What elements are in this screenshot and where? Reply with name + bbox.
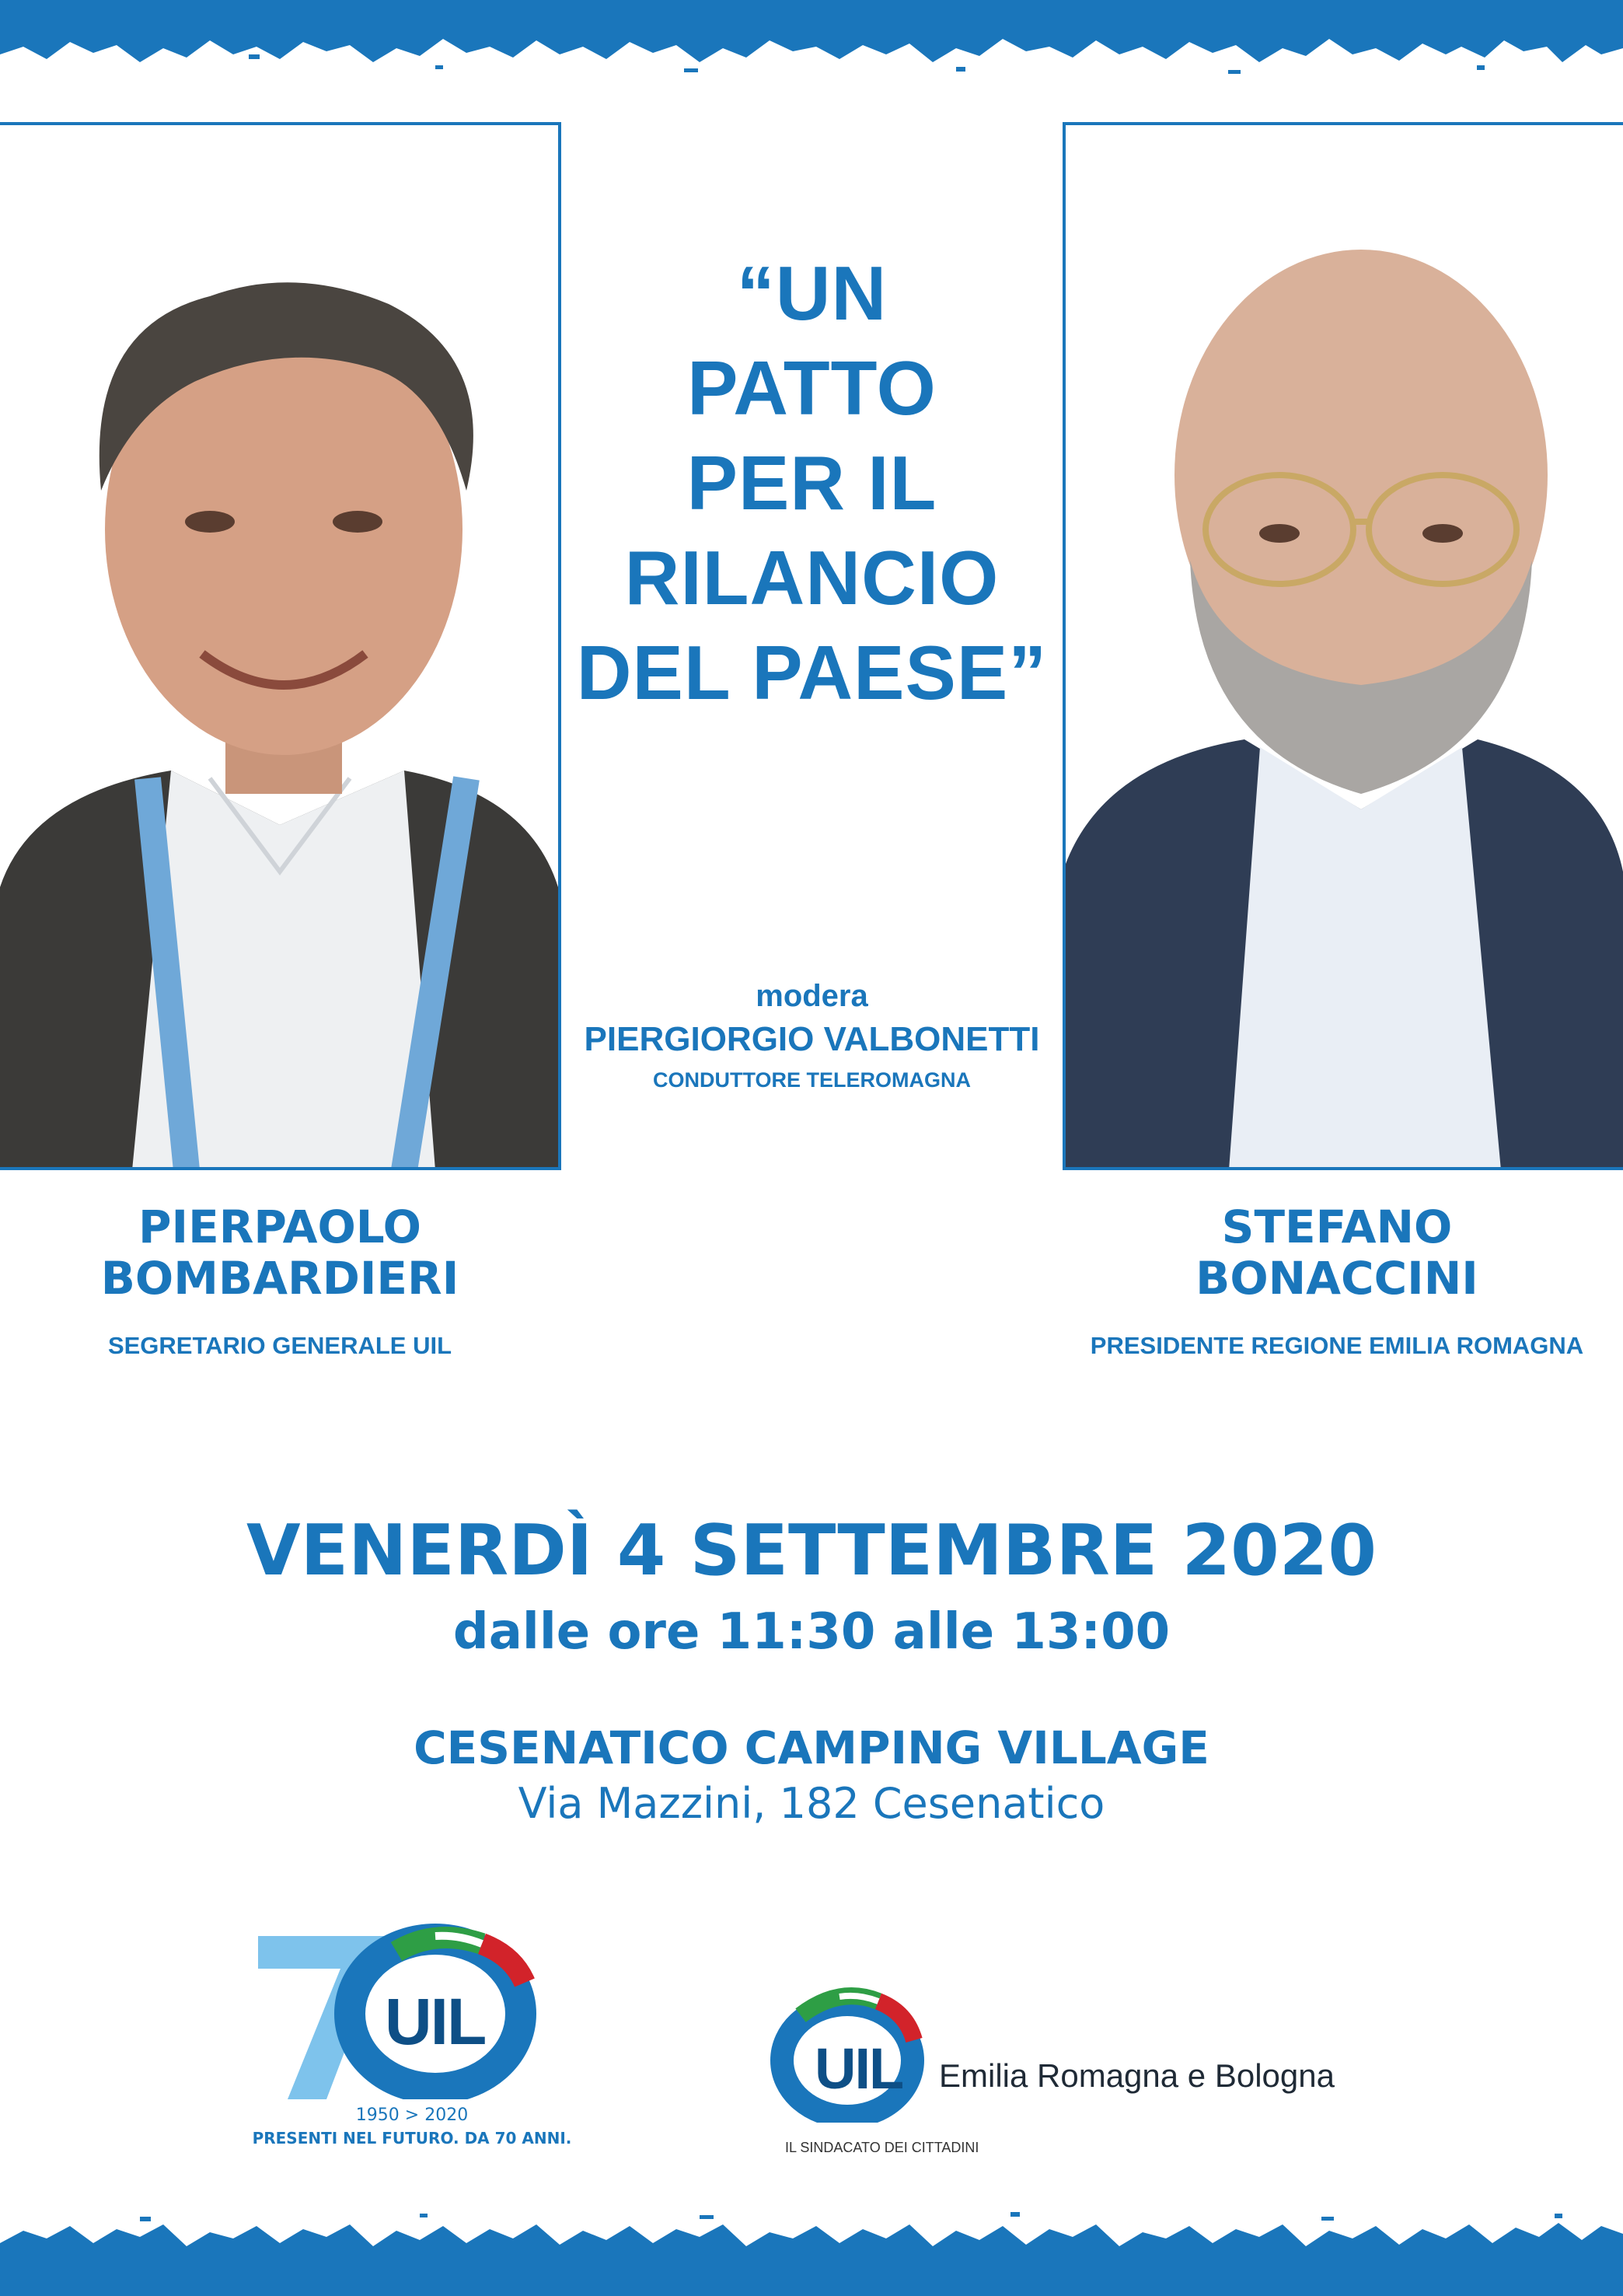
bearded-man-portrait-icon — [1066, 125, 1623, 1170]
event-address: Via Mazzini, 182 Cesenatico — [518, 1779, 1105, 1828]
uil-regional-tagline: IL SINDACATO DEI CITTADINI — [785, 2140, 979, 2155]
title-line-2: PATTO — [687, 345, 937, 431]
moderator-block — [561, 976, 1063, 1097]
title-line-1: “UN — [736, 250, 888, 336]
event-title — [561, 246, 1063, 720]
event-date: VENERDÌ 4 SETTEMBRE 2020 — [246, 1510, 1377, 1592]
man-portrait-icon — [0, 125, 558, 1170]
moderator-label: modera — [756, 979, 868, 1013]
title-line-4: RILANCIO — [624, 535, 1000, 620]
moderator-role: CONDUTTORE TELEROMAGNA — [653, 1068, 971, 1092]
speaker-1-last-name: BOMBARDIERI — [100, 1252, 459, 1305]
speaker-2-caption — [1073, 1201, 1601, 1360]
uil-70-slogan: PRESENTI NEL FUTURO. DA 70 ANNI. — [252, 2129, 572, 2147]
uil-70-years: 1950 > 2020 — [355, 2106, 469, 2125]
event-time: dalle ore 11:30 alle 13:00 — [452, 1603, 1171, 1661]
title-line-3: PER IL — [686, 440, 937, 526]
speaker-2-first-name: STEFANO — [1221, 1200, 1453, 1253]
event-venue: CESENATICO CAMPING VILLAGE — [414, 1721, 1209, 1774]
moderator-name: PIERGIORGIO VALBONETTI — [584, 1020, 1040, 1058]
speaker-1-role: SEGRETARIO GENERALE UIL — [107, 1332, 452, 1359]
speaker-2-role: PRESIDENTE REGIONE EMILIA ROMAGNA — [1090, 1332, 1584, 1359]
uil-regional-logo — [770, 1975, 1438, 2161]
uil-regional-brand: UIL — [815, 2036, 903, 2101]
uil-70-logo — [249, 1920, 575, 2154]
speaker-1-caption — [47, 1201, 513, 1360]
speaker-1-first-name: PIERPAOLO — [138, 1200, 421, 1253]
speaker-1-photo-frame — [0, 122, 561, 1170]
uil-70-brand: UIL — [385, 1985, 486, 2058]
speaker-2-last-name: BONACCINI — [1195, 1252, 1478, 1305]
title-line-5: DEL PAESE” — [576, 630, 1048, 715]
event-details — [0, 1508, 1623, 1832]
bottom-brush-decoration — [0, 2203, 1623, 2296]
uil-regional-region: Emilia Romagna e Bologna — [939, 2057, 1335, 2094]
speaker-2-photo-frame — [1063, 122, 1623, 1170]
top-brush-decoration — [0, 0, 1623, 86]
